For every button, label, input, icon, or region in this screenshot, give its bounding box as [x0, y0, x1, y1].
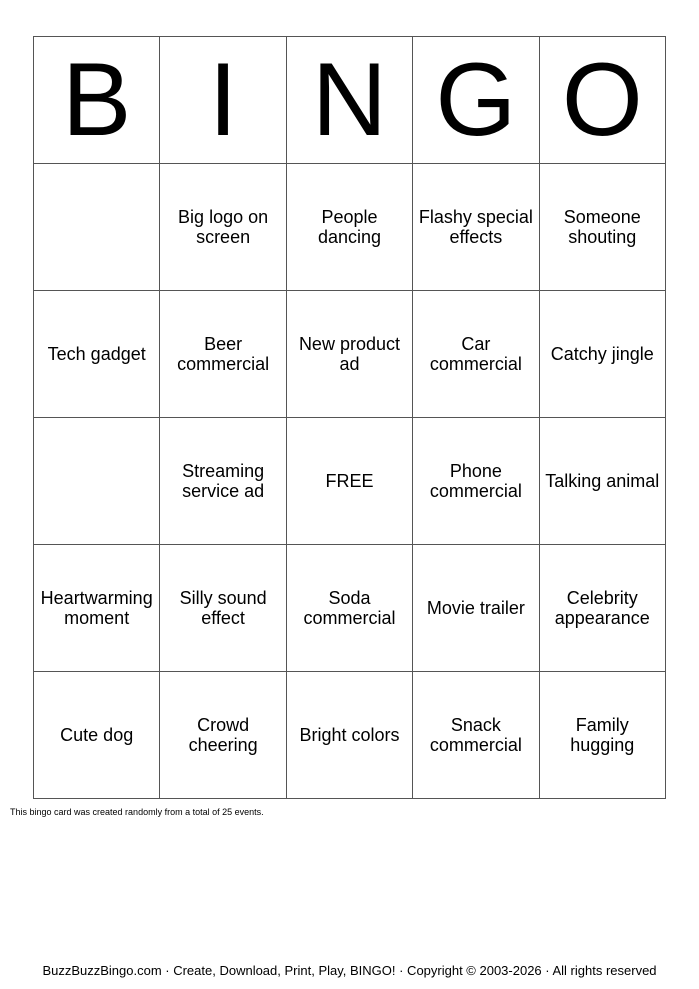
bingo-cell: Crowd cheering: [160, 672, 286, 799]
bingo-cell: Cute dog: [34, 672, 160, 799]
bingo-cell: People dancing: [286, 164, 412, 291]
bingo-cell: Celebrity appearance: [539, 545, 665, 672]
bingo-cell: Phone commercial: [413, 418, 539, 545]
bingo-cell: [34, 164, 160, 291]
bingo-cell: Snack commercial: [413, 672, 539, 799]
bingo-cell: Tech gadget: [34, 291, 160, 418]
free-space-cell: FREE: [286, 418, 412, 545]
header-letter-b: B: [34, 37, 160, 164]
bingo-header-row: [34, 37, 666, 164]
bingo-cell: Big logo on screen: [160, 164, 286, 291]
page-footer: BuzzBuzzBingo.com · Create, Download, Print, Play, BINGO! · Copyright © 2003-2026 · All rights reserved: [42, 963, 657, 978]
bingo-cell: Talking animal: [539, 418, 665, 545]
bingo-cell: [34, 418, 160, 545]
bingo-card: [33, 36, 666, 799]
header-letter-i: I: [160, 37, 286, 164]
bingo-cell: Family hugging: [539, 672, 665, 799]
header-letter-n: N: [286, 37, 412, 164]
bingo-cell: Streaming service ad: [160, 418, 286, 545]
bingo-cell: Beer commercial: [160, 291, 286, 418]
bingo-row: [34, 545, 666, 672]
header-letter-o: O: [539, 37, 665, 164]
bingo-cell: Flashy special effects: [413, 164, 539, 291]
bingo-row: [34, 418, 666, 545]
card-footnote: This bingo card was created randomly from a total of 25 events.: [10, 807, 264, 817]
bingo-cell: Car commercial: [413, 291, 539, 418]
header-letter-g: G: [413, 37, 539, 164]
bingo-cell: Bright colors: [286, 672, 412, 799]
bingo-row: [34, 291, 666, 418]
bingo-row: [34, 672, 666, 799]
bingo-cell: Silly sound effect: [160, 545, 286, 672]
bingo-cell: Someone shouting: [539, 164, 665, 291]
bingo-row: [34, 164, 666, 291]
bingo-cell: Soda commercial: [286, 545, 412, 672]
bingo-cell: Movie trailer: [413, 545, 539, 672]
bingo-cell: Catchy jingle: [539, 291, 665, 418]
bingo-cell: Heartwarming moment: [34, 545, 160, 672]
bingo-cell: New product ad: [286, 291, 412, 418]
